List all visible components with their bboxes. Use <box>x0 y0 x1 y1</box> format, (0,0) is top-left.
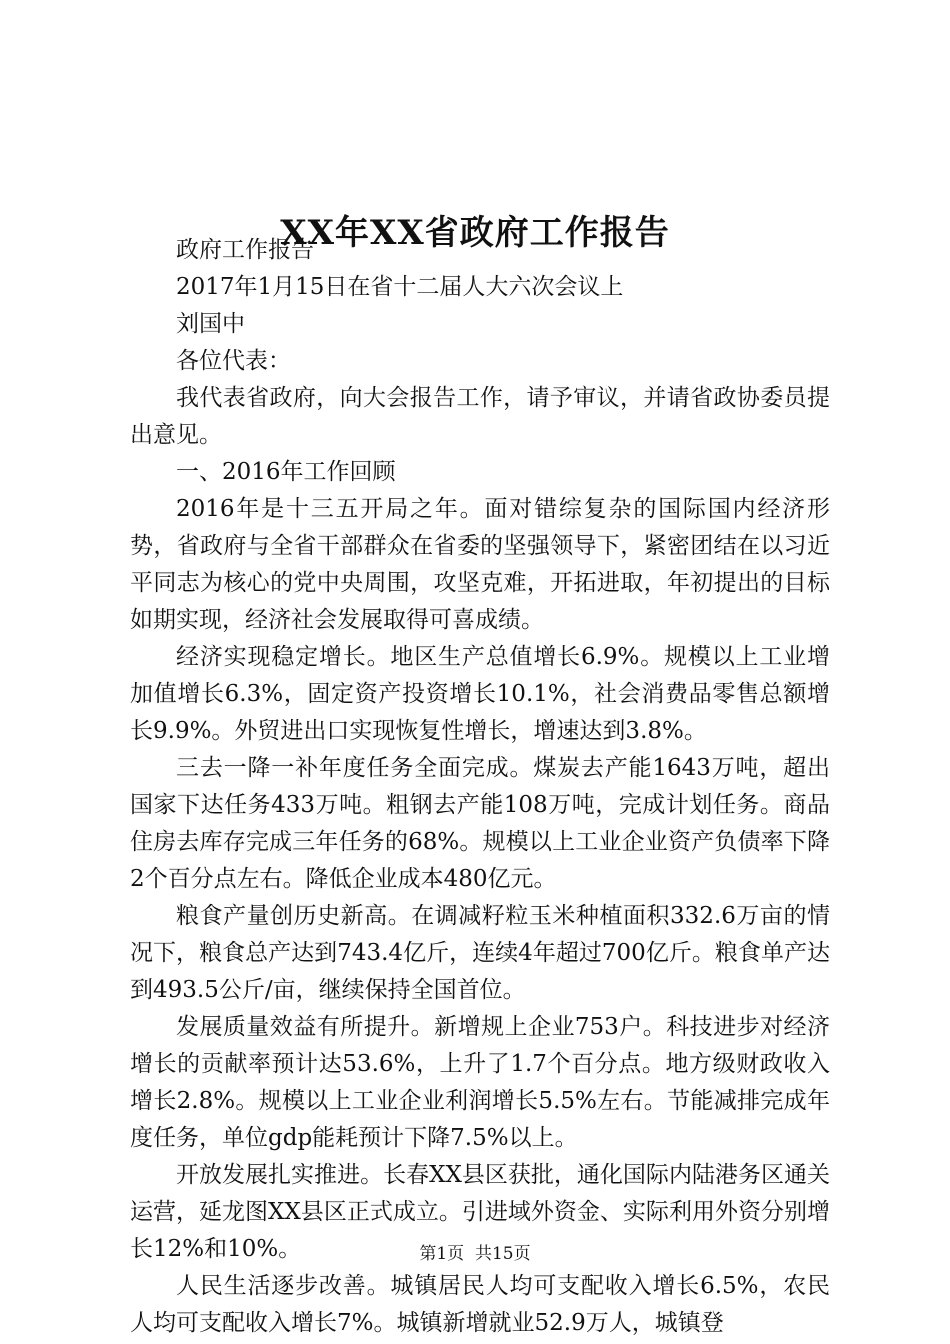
paragraph: 粮食产量创历史新高。在调减籽粒玉米种植面积332.6万亩的情况下，粮食总产达到743.4亿斤，连续4年超过700亿斤。粮食单产达到493.5公斤/亩，继续保持全国首位。 <box>130 903 830 1003</box>
paragraph-intro: 我代表省政府，向大会报告工作，请予审议，并请省政协委员提出意见。 <box>130 385 830 448</box>
paragraph-salutation: 各位代表： <box>176 348 291 374</box>
paragraph-heading: 政府工作报告 <box>176 237 314 263</box>
document-title: XX年XX省政府工作报告 <box>280 212 670 253</box>
paragraph-author: 刘国中 <box>176 311 245 337</box>
paragraph: 开放发展扎实推进。长春XX县区获批，通化国际内陆港务区通关运营，延龙图XX县区正式成立。引进域外资金、实际利用外资分别增长12%和10%。 <box>130 1162 830 1262</box>
paragraph: 经济实现稳定增长。地区生产总值增长6.9%。规模以上工业增加值增长6.3%，固定资产投资增长10.1%，社会消费品零售总额增长9.9%。外贸进出口实现恢复性增长，增速达到3.8%。 <box>130 644 830 744</box>
page-number-footer: 第1页 共15页 <box>419 1244 531 1264</box>
paragraph-date: 2017年1月15日在省十二届人大六次会议上 <box>176 274 624 300</box>
paragraph: 发展质量效益有所提升。新增规上企业753户。科技进步对经济增长的贡献率预计达53.6%，上升了1.7个百分点。地方级财政收入增长2.8%。规模以上工业企业利润增长5.5%左右。节能减排完成年度任务，单位gdp能耗预计下降7.5%以上。 <box>130 1014 830 1151</box>
paragraph: 人民生活逐步改善。城镇居民人均可支配收入增长6.5%，农民人均可支配收入增长7%。城镇新增就业52.9万人，城镇登 <box>130 1273 830 1336</box>
paragraph: 2016年是十三五开局之年。面对错综复杂的国际国内经济形势，省政府与全省干部群众在省委的坚强领导下，紧密团结在以习近平同志为核心的党中央周围，攻坚克难，开拓进取，年初提出的目标如期实现，经济社会发展取得可喜成绩。 <box>130 496 830 633</box>
section-heading: 一、2016年工作回顾 <box>176 459 396 485</box>
paragraph: 三去一降一补年度任务全面完成。煤炭去产能1643万吨，超出国家下达任务433万吨。粗钢去产能108万吨，完成计划任务。商品住房去库存完成三年任务的68%。规模以上工业企业资产负债率下降2个百分点左右。降低企业成本480亿元。 <box>130 755 830 892</box>
document-body <box>130 232 830 1342</box>
